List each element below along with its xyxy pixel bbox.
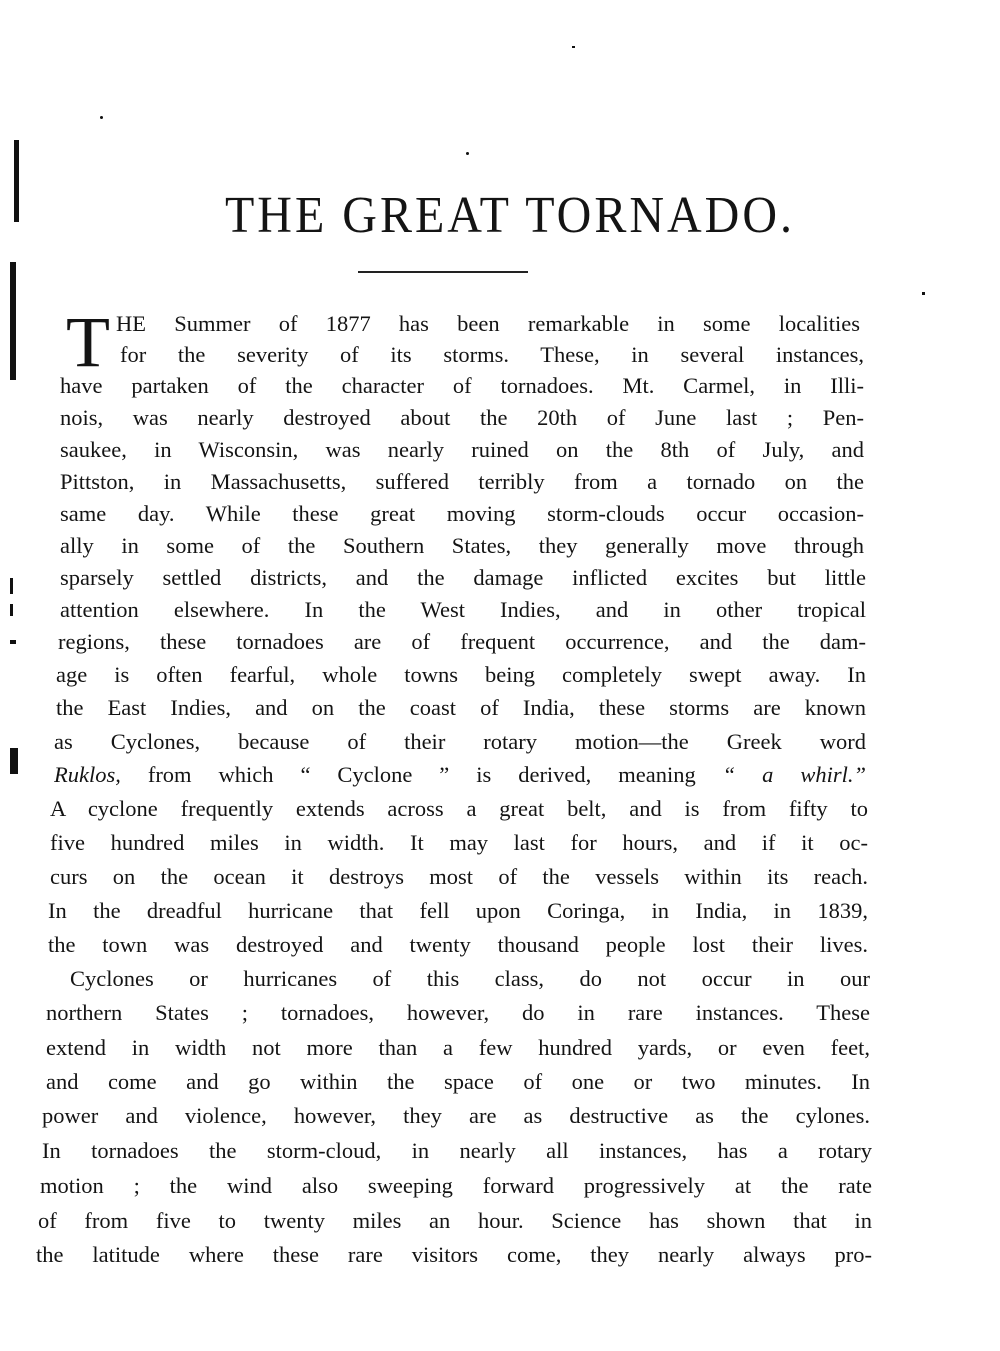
scan-mark-bar-2	[10, 262, 16, 380]
text-line: five hundred miles in width. It may last for hours, and if it oc-	[50, 830, 868, 855]
text-line: the town was destroyed and twenty thousand people lost their lives.	[48, 932, 868, 957]
text-line: A cyclone frequently extends across a great belt, and is from fifty to	[50, 796, 868, 821]
text-line: as Cyclones, because of their rotary motion—the Greek word	[54, 729, 866, 754]
scan-mark-dot-4	[922, 292, 925, 295]
text-line: In the dreadful hurricane that fell upon Coringa, in India, in 1839,	[48, 898, 868, 923]
scan-mark-dot-6	[10, 604, 13, 616]
text-line: Pittston, in Massachusetts, suffered terribly from a tornado on the	[60, 469, 864, 494]
text-line: Cyclones or hurricanes of this class, do not occur in our	[70, 966, 870, 991]
text-line: regions, these tornadoes are of frequent occurrence, and the dam-	[58, 629, 866, 654]
text-line: ally in some of the Southern States, they generally move through	[60, 533, 864, 558]
text-line: extend in width not more than a few hundred yards, or even feet,	[46, 1035, 870, 1060]
text-line: In tornadoes the storm-cloud, in nearly all instances, has a rotary	[42, 1138, 872, 1163]
text-line: the East Indies, and on the coast of India, these storms are known	[56, 695, 866, 720]
text-line: have partaken of the character of tornadoes. Mt. Carmel, in Illi-	[60, 373, 864, 398]
drop-cap: T	[66, 302, 110, 382]
text-line: sparsely settled districts, and the damage inflicted excites but little	[60, 565, 866, 590]
scan-mark-dot-5	[10, 578, 13, 594]
text-line: northern States ; tornadoes, however, do in rare instances. These	[46, 1000, 870, 1025]
text-line: same day. While these great moving storm-clouds occur occasion-	[60, 501, 864, 526]
scan-mark-dot-2	[466, 152, 469, 155]
scan-mark-dot-7	[10, 640, 16, 644]
text-span: from which “ Cyclone ” is derived, meaning	[120, 762, 723, 787]
scan-mark-bar-3	[10, 748, 18, 774]
text-line: the latitude where these rare visitors come, they nearly always pro-	[36, 1242, 872, 1267]
text-line: curs on the ocean it destroys most of the vessels within its reach.	[50, 864, 868, 889]
text-line: power and violence, however, they are as destructive as the cylones.	[42, 1103, 870, 1128]
scan-mark-dot-3	[572, 46, 575, 48]
text-line: motion ; the wind also sweeping forward progressively at the rate	[40, 1173, 872, 1198]
scan-mark-dot-1	[100, 116, 103, 119]
title-rule	[358, 271, 528, 273]
chapter-title: THE GREAT TORNADO.	[224, 186, 796, 245]
text-line: for the severity of its storms. These, in several instances,	[120, 342, 864, 367]
text-line	[54, 759, 866, 791]
text-line: nois, was nearly destroyed about the 20th of June last ; Pen-	[60, 405, 864, 430]
text-line: attention elsewhere. In the West Indies, and in other tropical	[60, 597, 866, 622]
text-line: saukee, in Wisconsin, was nearly ruined on the 8th of July, and	[60, 437, 864, 462]
text-line: of from five to twenty miles an hour. Science has shown that in	[38, 1208, 872, 1233]
text-line: and come and go within the space of one or two minutes. In	[46, 1069, 870, 1094]
greek-word: Ruklos,	[54, 762, 121, 787]
whirl-quote: “ a whirl.”	[722, 762, 866, 787]
text-line: age is often fearful, whole towns being completely swept away. In	[56, 662, 866, 687]
text-line: HE Summer of 1877 has been remarkable in some localities	[116, 311, 860, 336]
